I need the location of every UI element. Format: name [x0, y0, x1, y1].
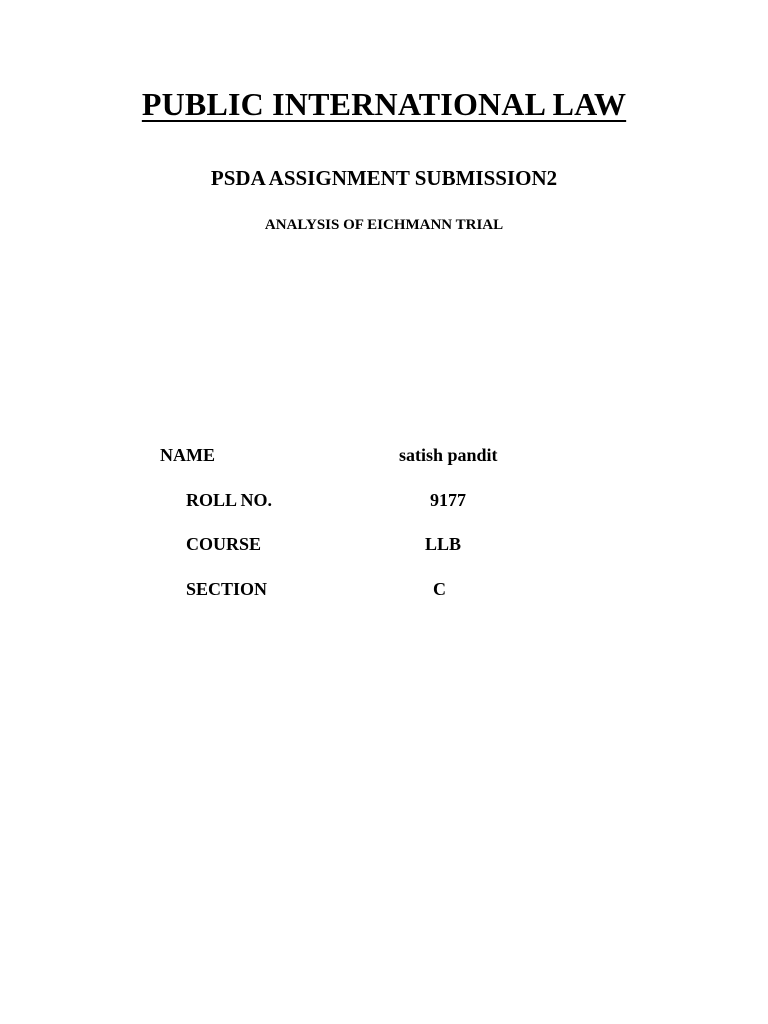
- assignment-subtitle: PSDA ASSIGNMENT SUBMISSION2: [210, 166, 558, 190]
- roll-no-label: ROLL NO.: [186, 490, 273, 510]
- name-label: NAME: [160, 445, 215, 465]
- document-title: PUBLIC INTERNATIONAL LAW: [141, 86, 627, 122]
- section-value: C: [433, 579, 446, 599]
- section-label: SECTION: [186, 579, 268, 599]
- assignment-topic: ANALYSIS OF EICHMANN TRIAL: [264, 217, 504, 233]
- name-value: satish pandit: [399, 445, 498, 465]
- course-label: COURSE: [186, 534, 262, 554]
- roll-no-value: 9177: [430, 490, 466, 510]
- course-value: LLB: [425, 534, 462, 554]
